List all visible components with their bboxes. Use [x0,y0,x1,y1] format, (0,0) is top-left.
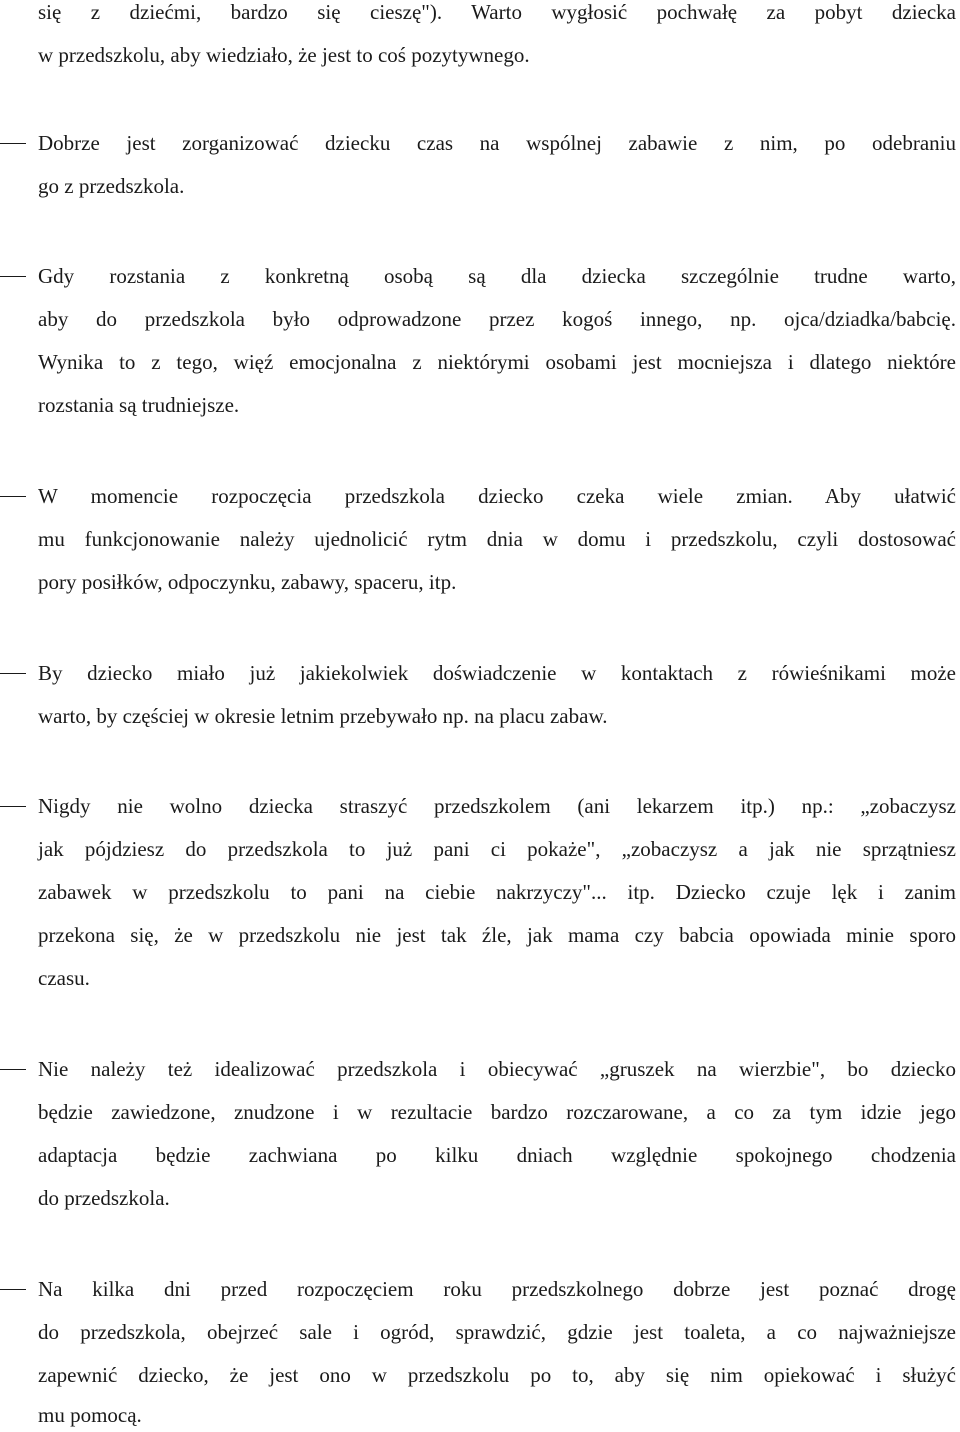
paragraph-line: mu pomocą. [38,1403,142,1427]
paragraph-line: rozstania są trudniejsze. [38,393,240,417]
paragraph-line: będzie zawiedzone, znudzone i w rezultacie bardzo rozczarowane, a co za tym idzie jego [38,1100,956,1124]
paragraph-line: pory posiłków, odpoczynku, zabawy, spaceru, itp. [38,570,457,594]
dash-bullet-icon [0,143,26,144]
dash-bullet-icon [0,673,26,674]
paragraph-line: do przedszkola. [38,1186,170,1210]
paragraph-line: Wynika to z tego, więź emocjonalna z niektórymi osobami jest mocniejsza i dlatego niektóre [38,350,956,374]
paragraph-line: Na kilka dni przed rozpoczęciem roku przedszkolnego dobrze jest poznać drogę [38,1277,956,1301]
paragraph-line: do przedszkola, obejrzeć sale i ogród, sprawdzić, gdzie jest toaleta, a co najważniejsze [38,1320,956,1344]
dash-bullet-icon [0,276,26,277]
paragraph-line: Gdy rozstania z konkretną osobą są dla dziecka szczególnie trudne warto, [38,264,956,288]
paragraph-line: przekona się, że w przedszkolu nie jest tak źle, jak mama czy babcia opowiada minie sporo [38,923,956,947]
dash-bullet-icon [0,1289,26,1290]
dash-bullet-icon [0,496,26,497]
paragraph-line: Nie należy też idealizować przedszkola i obiecywać „gruszek na wierzbie", bo dziecko [38,1057,956,1081]
paragraph-line: aby do przedszkola było odprowadzone przez kogoś innego, np. ojca/dziadka/babcię. [38,307,956,331]
paragraph-line: w przedszkolu, aby wiedziało, że jest to coś pozytywnego. [38,43,530,67]
paragraph-line: czasu. [38,966,90,990]
paragraph-line: Dobrze jest zorganizować dziecku czas na wspólnej zabawie z nim, po odebraniu [38,131,956,155]
dash-bullet-icon [0,806,26,807]
paragraph-line: Nigdy nie wolno dziecka straszyć przedszkolem (ani lekarzem itp.) np.: „zobaczysz [38,794,956,818]
paragraph-line: jak pójdziesz do przedszkola to już pani ci pokaże", „zobaczysz a jak nie sprzątniesz [38,837,956,861]
paragraph-line: adaptacja będzie zachwiana po kilku dniach względnie spokojnego chodzenia [38,1143,956,1167]
paragraph-line: go z przedszkola. [38,174,185,198]
dash-bullet-icon [0,1069,26,1070]
paragraph-line: mu funkcjonowanie należy ujednolicić rytm dnia w domu i przedszkolu, czyli dostosować [38,527,956,551]
paragraph-line: zabawek w przedszkolu to pani na ciebie nakrzyczy"... itp. Dziecko czuje lęk i zanim [38,880,956,904]
paragraph-line: się z dziećmi, bardzo się cieszę"). Warto wygłosić pochwałę za pobyt dziecka [38,0,956,24]
paragraph-line: W momencie rozpoczęcia przedszkola dziecko czeka wiele zmian. Aby ułatwić [38,484,956,508]
paragraph-line: warto, by częściej w okresie letnim przebywało np. na placu zabaw. [38,704,608,728]
paragraph-line: By dziecko miało już jakiekolwiek doświadczenie w kontaktach z rówieśnikami może [38,661,956,685]
paragraph-line: zapewnić dziecko, że jest ono w przedszkolu po to, aby się nim opiekować i służyć [38,1363,956,1387]
